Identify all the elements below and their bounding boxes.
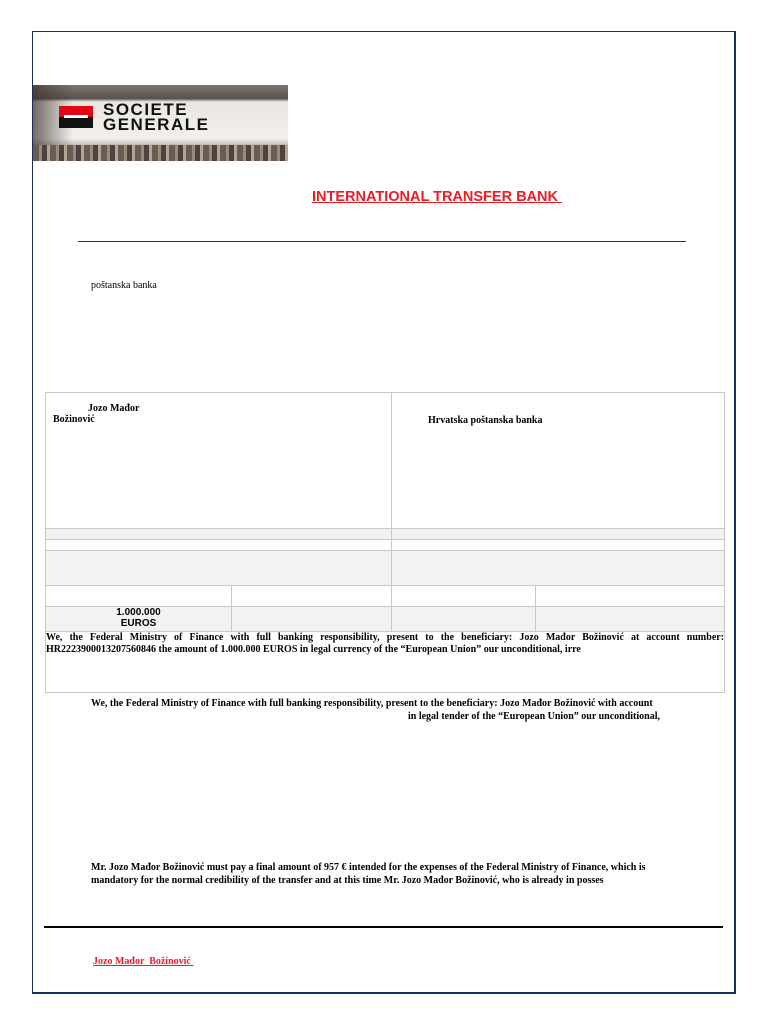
form-cell-empty bbox=[46, 586, 232, 607]
form-cell-empty bbox=[392, 586, 536, 607]
form-cell-empty bbox=[232, 586, 392, 607]
document-title: INTERNATIONAL TRANSFER BANK bbox=[312, 189, 562, 205]
form-cell-empty bbox=[536, 607, 725, 632]
form-cell-empty bbox=[232, 607, 392, 632]
form-row-empty bbox=[46, 540, 392, 551]
transfer-form-table bbox=[45, 392, 725, 693]
footer-divider bbox=[44, 926, 723, 928]
form-row-empty bbox=[392, 540, 725, 551]
amount-cell bbox=[46, 607, 232, 632]
amount-currency: EUROS bbox=[120, 618, 157, 629]
guarantee-paragraph: We, the Federal Ministry of Finance with full banking responsibility, present to the beneficiary: Jozo Mađor Božinović with account in legal tender of the “European Union” our unconditional, bbox=[91, 698, 660, 722]
societe-generale-logo bbox=[33, 85, 288, 161]
fee-paragraph: Mr. Jozo Mađor Božinović must pay a final amount of 957 € intended for the expenses of the Federal Ministry of Finance, which is mandatory for the normal credibility of the transfer and at this time Mr. Jozo Mađor Božinović, who is already in posses bbox=[91, 862, 646, 886]
logo-mark-icon bbox=[59, 106, 93, 128]
form-cell-empty bbox=[392, 607, 536, 632]
form-cell-empty bbox=[536, 586, 725, 607]
form-row-empty bbox=[46, 529, 392, 540]
form-row-empty bbox=[46, 551, 392, 586]
header-divider bbox=[78, 241, 686, 242]
bank-cell bbox=[392, 393, 725, 529]
form-row-empty bbox=[392, 551, 725, 586]
beneficiary-bank-name: Hrvatska poštanska banka bbox=[428, 415, 543, 426]
logo-wordmark: SOCIETE GENERALE bbox=[103, 100, 210, 134]
beneficiary-name: Jozo Mađor Božinović bbox=[53, 403, 140, 425]
signature-name: Jozo Mađor Božinović bbox=[93, 956, 194, 967]
form-row-empty bbox=[392, 529, 725, 540]
bank-address: poštanska banka bbox=[91, 280, 157, 291]
guarantee-statement: We, the Federal Ministry of Finance with full banking responsibility, present to the beneficiary: Jozo Mađor Božinović at account number: HR2223900013207560846 the amount of 1.000.000 EUROS in legal currency of the “European Union” our unconditional, irre bbox=[46, 632, 725, 693]
beneficiary-cell bbox=[46, 393, 392, 529]
amount-value: 1.000.000 bbox=[116, 607, 161, 618]
